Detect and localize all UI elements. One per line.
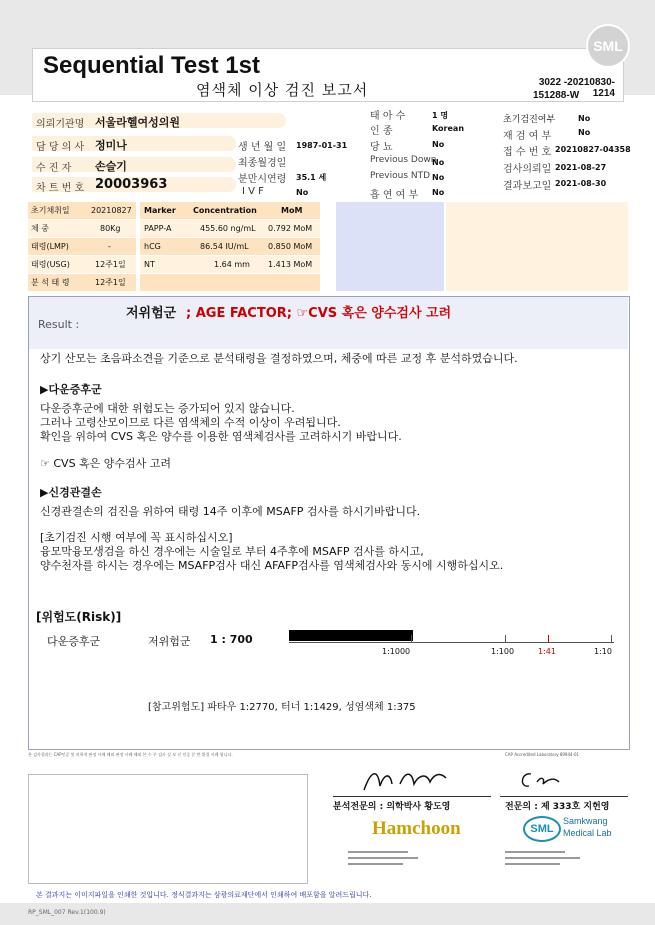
sml-logo: SML: [586, 24, 630, 68]
prev-down-value: No: [432, 158, 445, 167]
examinee-value: 손슬기: [95, 160, 127, 173]
risk-tick: [411, 635, 412, 643]
request-value: 2021-08-27: [555, 163, 607, 172]
peach-panel: [446, 202, 628, 291]
form-code: RP_SML_007 Rev.1(100.9): [28, 909, 106, 916]
doctor-value: 정미나: [95, 139, 127, 152]
sml-address: [505, 848, 585, 870]
retest-label: 재 검 여 부: [503, 131, 552, 142]
lmp-ga-value: -: [108, 242, 111, 251]
risk-cutoff-tick: [548, 635, 549, 643]
analyst-signature: [360, 764, 450, 800]
fetus-value: 1 명: [432, 111, 449, 120]
risk-title: [위험도(Risk)]: [36, 610, 122, 624]
down-syndrome-heading: ▶다운증후군: [40, 383, 102, 396]
weight-value: 80Kg: [100, 224, 121, 233]
reference-risk: [참고위험도] 파타우 1:2770, 터너 1:1429, 성염색체 1:375: [148, 702, 416, 713]
smoking-label: 흡 연 여 부: [370, 190, 419, 201]
marker-mom: 1.413 MoM: [268, 260, 313, 269]
result-date-value: 2021-08-30: [555, 179, 607, 188]
specialist-signature: [515, 768, 565, 796]
risk-cutoff-label: 1:41: [538, 647, 556, 656]
specialist-line: [500, 796, 628, 797]
ivf-label: I V F: [242, 186, 264, 197]
institution-value: 서울라헬여성의원: [95, 116, 181, 129]
early-label: 초기검진여부: [503, 115, 556, 125]
result-headline: ; AGE FACTOR; ☞CVS 혹은 양수검사 고려: [186, 306, 452, 321]
mom-header: MoM: [281, 206, 303, 215]
analyst-label: 분석전문의 : 의학박사 황도영: [333, 802, 451, 812]
prev-ntd-label: Previous NTD: [370, 171, 431, 181]
risk-bar: [289, 630, 413, 641]
marker-name: PAPP-A: [144, 224, 172, 233]
age-value: 35.1 세: [296, 173, 327, 182]
risk-axis: [289, 642, 614, 643]
usg-label: 태령(USG): [31, 260, 70, 269]
analysis-value: 12주1일: [95, 278, 126, 287]
analyst-line: [333, 796, 491, 797]
weight-label: 체 중: [31, 224, 49, 233]
risk-tick: [505, 635, 506, 643]
race-value: Korean: [432, 124, 465, 133]
dob-label: 생 년 월 일: [238, 142, 287, 153]
lmp-label: 최종월경일: [238, 158, 287, 169]
prev-down-label: Previous Down: [370, 155, 437, 165]
ultrasound-value: 20210827: [91, 206, 132, 215]
result-label: Result :: [38, 318, 80, 331]
examinee-label: 수 진 자: [36, 163, 72, 174]
risk-tick-label: 1:1000: [382, 647, 411, 656]
marker-header: Marker: [144, 206, 176, 215]
smoking-value: No: [432, 188, 445, 197]
request-label: 검사의뢰일: [503, 164, 552, 175]
marker-concentration: 455.60 ng/mL: [200, 224, 256, 233]
early-value: No: [578, 114, 591, 123]
early-line-3: 양수천자를 하시는 경우에는 MSAFP검사 대신 AFAFP검사를 염색체검사와 동시에 시행하십시오.: [40, 559, 504, 572]
marker-mom: 0.792 MoM: [268, 224, 313, 233]
report-subtitle: 염색체 이상 검진 보고서: [196, 81, 369, 99]
dob-value: 1987-01-31: [296, 141, 348, 150]
risk-level: 저위험군: [148, 635, 191, 648]
down-line-2: 그러나 고령산모이므로 다른 염색체의 수적 이상이 우려됩니다.: [40, 416, 341, 429]
marker-mom: 0.850 MoM: [268, 242, 313, 251]
result-intro: 상기 산모는 초음파소견을 기준으로 분석태령을 결정하였으며, 체중에 따른 교정 후 분석하였습니다.: [40, 352, 518, 365]
institution-label: 의뢰기관명: [36, 119, 85, 130]
race-label: 인 종: [370, 126, 393, 137]
prev-ntd-value: No: [432, 173, 445, 182]
risk-ratio: 1 : 700: [210, 633, 253, 646]
result-date-label: 결과보고일: [503, 181, 552, 192]
ntd-heading: ▶신경관결손: [40, 486, 102, 499]
chart-label: 차 트 번 호: [36, 183, 85, 194]
down-line-1: 다운증후군에 대한 위험도는 증가되어 있지 않습니다.: [40, 402, 295, 415]
hamchoon-address: [348, 848, 428, 870]
specialist-label: 전문의 : 제 333호 지헌영: [505, 802, 610, 812]
fine-print-left: 본 검사결과는 CAP인증 및 의학적 판정 사례 해외 판정 사례 해외 본 수 주 검사 실 보 신 인증 문 반 환경 사례 합니다.: [28, 752, 233, 757]
risk-tick-label: 1:100: [491, 647, 515, 656]
ultrasound-label: 초기채취일: [31, 206, 70, 215]
diabetes-value: No: [432, 140, 445, 149]
down-note: ☞ CVS 혹은 양수검사 고려: [40, 457, 172, 470]
table-row-empty: [140, 274, 320, 291]
ivf-value: No: [296, 188, 309, 197]
marker-concentration: 86.54 IU/mL: [200, 242, 249, 251]
report-title: Sequential Test 1st: [43, 52, 260, 79]
sml-brand-2: Medical Lab: [563, 828, 612, 838]
result-risk-level: 저위험군: [126, 306, 177, 321]
receipt-label: 접 수 번 호: [503, 147, 552, 158]
usg-value: 12주1일: [95, 260, 126, 269]
document-number-2: 151288-W: [533, 90, 580, 101]
fetus-label: 태 아 수: [370, 111, 406, 122]
retest-value: No: [578, 128, 591, 137]
concentration-header: Concentration: [193, 206, 257, 215]
sml-footer-logo: SML: [523, 816, 561, 842]
down-line-3: 확인을 위하여 CVS 혹은 양수를 이용한 염색체검사를 고려하시기 바랍니다.: [40, 430, 402, 443]
memo-box: [28, 774, 308, 884]
marker-name: hCG: [144, 242, 161, 251]
document-number: 3022 -20210830-1214: [538, 77, 615, 99]
risk-tick: [611, 635, 612, 643]
chart-value: 20003963: [95, 177, 168, 192]
risk-condition: 다운증후군: [47, 635, 101, 648]
receipt-value: 20210827-04358: [555, 145, 631, 154]
diabetes-label: 당 뇨: [370, 142, 393, 153]
fine-print-right: CAP Accredited Laboratory 89944-01: [505, 752, 580, 757]
marker-concentration: 1.64 mm: [214, 260, 250, 269]
notice: 본 결과지는 이미지파일을 인쇄한 것입니다. 정식결과지는 삼광의료재단에서 인쇄하여 배포함을 알려드립니다.: [36, 891, 372, 899]
ntd-line: 신경관결손의 검진을 위하여 태령 14주 이후에 MSAFP 검사를 하시기바랍니다.: [40, 505, 421, 518]
sml-brand-1: Samkwang: [563, 816, 608, 826]
early-line-1: [초기검진 시행 여부에 꼭 표시하십시오]: [40, 531, 233, 544]
doctor-label: 담 당 의 사: [36, 142, 85, 153]
age-label: 분만시연령: [238, 174, 287, 185]
analysis-label: 분 석 태 령: [31, 278, 70, 287]
blue-panel: [336, 202, 444, 291]
marker-name: NT: [144, 260, 155, 269]
risk-tick-label: 1:10: [594, 647, 612, 656]
hamchoon-logo: Hamchoon: [372, 818, 461, 839]
lmp-ga-label: 태령(LMP): [31, 242, 69, 251]
early-line-2: 융모막융모생검을 하신 경우에는 시술일로 부터 4주후에 MSAFP 검사를 하시고,: [40, 545, 424, 558]
